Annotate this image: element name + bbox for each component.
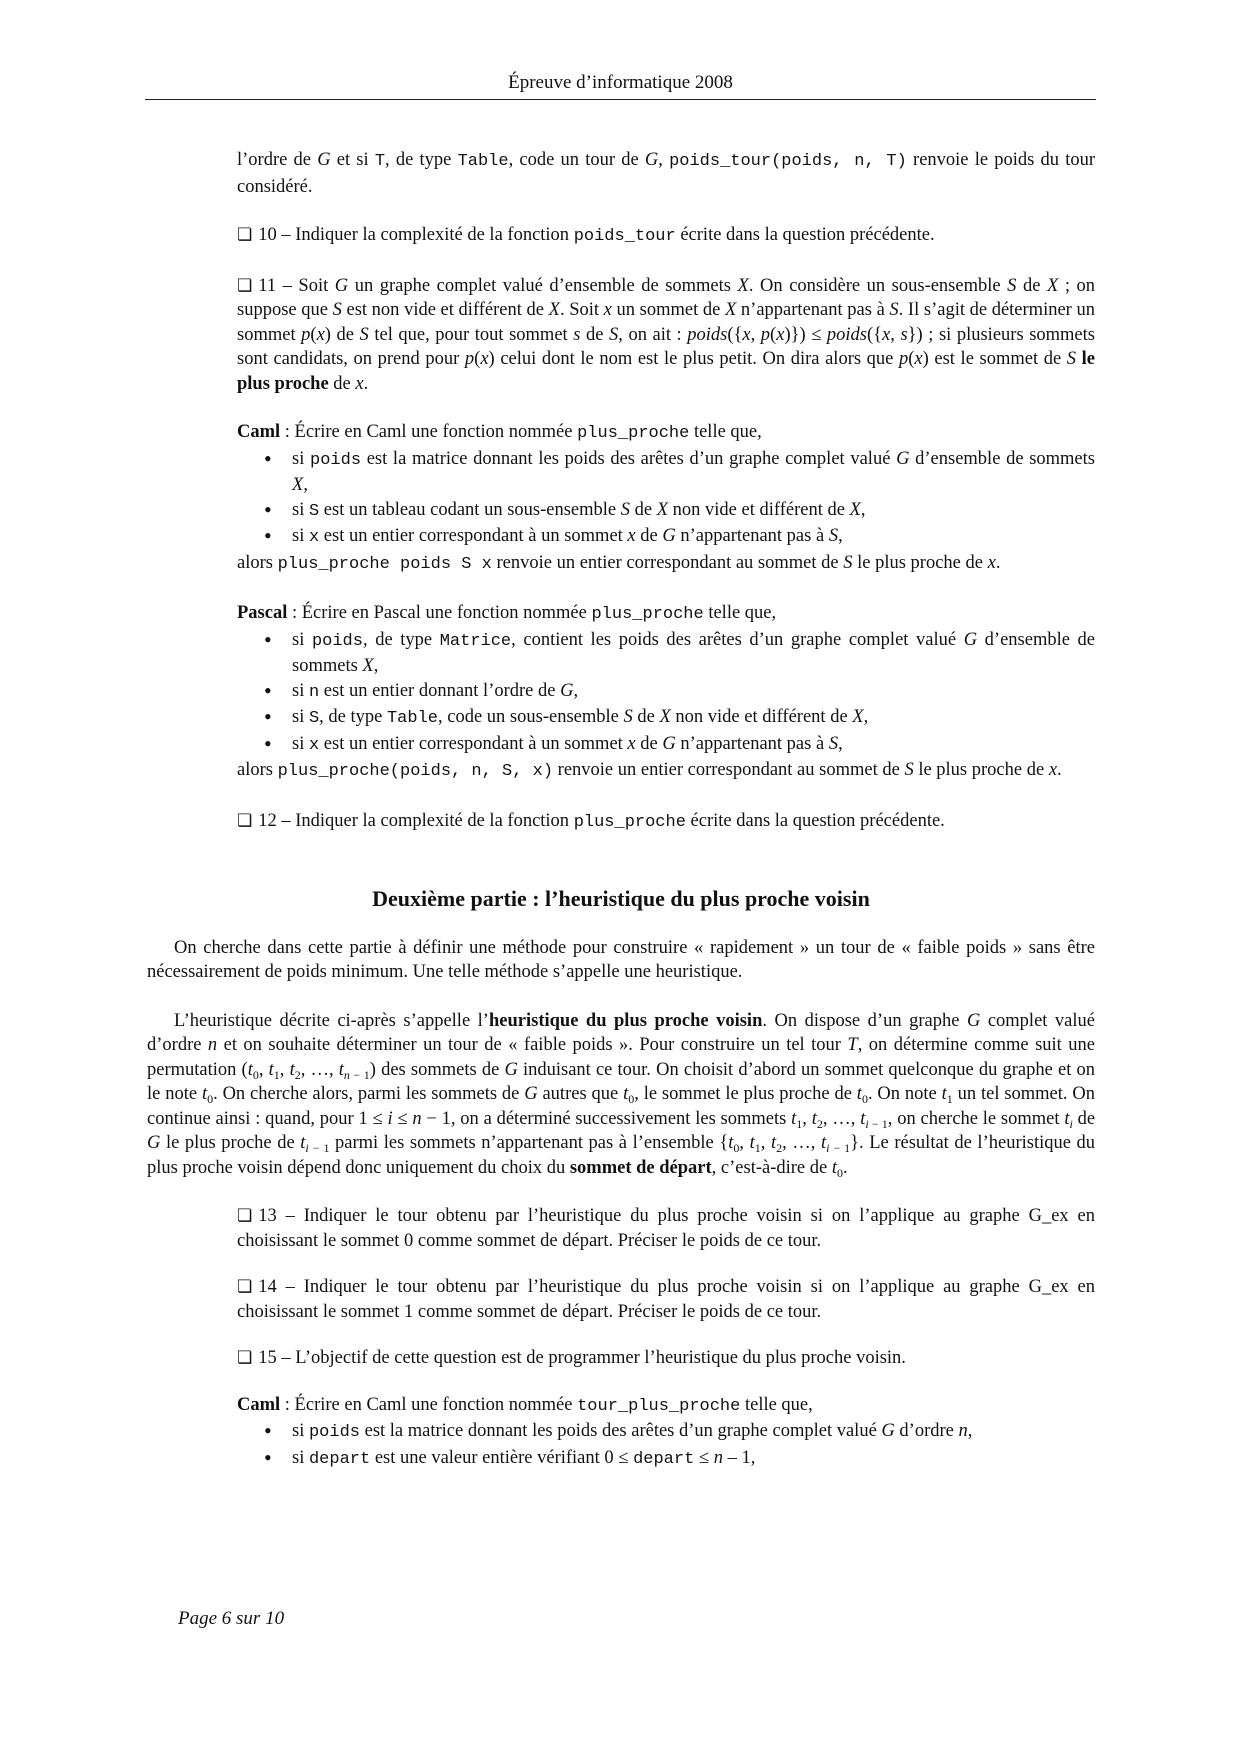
list-item: • si depart est une valeur entière vérifiant 0 ≤ depart ≤ n – 1, (237, 1446, 1095, 1473)
question-12: ❏ 12 – Indiquer la complexité de la fonction plus_proche écrite dans la question précédente. (237, 809, 1095, 836)
list-item: • si S, de type Table, code un sous-ensemble S de X non vide et différent de X, (237, 705, 1095, 732)
heuristic-paragraph: L’heuristique décrite ci-après s’appelle l’heuristique du plus proche voisin. On dispose d’un graphe G complet valué d’ordre n et on souhaite déterminer un tour de « faible poids ». Pour construire un tel tour T, on détermine comme suit une permutation ($t_0$, $t_1$, $t_2$, …, $t_{n - 1}$) des sommets de G induisant ce tour. On choisit d’abord un sommet quelconque du graphe et on le note $t_0$. On cherche alors, parmi les sommets de G autres que $t_0$, le sommet le plus proche de $t_0$. On note $t_1$ un tel sommet. On continue ainsi : quand, pour 1 ≤ i ≤ n − 1, on a déterminé successivement les sommets $t_1$, $t_2$, …, $t_{i - 1}$, on cherche le sommet $t_i$ de G le plus proche de $t_{i - 1}$ parmi les sommets n’appartenant pas à l’ensemble {$t_0$, $t_1$, $t_2$, …, $t_{i - 1}$}. Le résultat de l’heuristique du plus proche voisin dépend donc uniquement du choix du sommet de départ, c’est-à-dire de $t_0$. (147, 1010, 1096, 1180)
list-item: • si poids, de type Matrice, contient les poids des arêtes d’un graphe complet valué G d’ensemble de sommets X, (237, 628, 1095, 679)
page-header: Épreuve d’informatique 2008 (145, 72, 1096, 100)
list-item: • si x est un entier correspondant à un sommet x de G n’appartenant pas à S, (237, 524, 1095, 551)
question-15: ❏ 15 – L’objectif de cette question est de programmer l’heuristique du plus proche voisin. (237, 1346, 1095, 1371)
intro-paragraph: On cherche dans cette partie à définir une méthode pour construire « rapidement » un tour de « faible poids » sans être nécessairement de poids minimum. Une telle méthode s’appelle une heuristique. (147, 937, 1095, 982)
list-item: • si poids est la matrice donnant les poids des arêtes d’un graphe complet valué G d’ensemble de sommets X, (237, 447, 1095, 498)
section-title: Deuxième partie : l’heuristique du plus proche voisin (372, 886, 870, 911)
list-item: • si S est un tableau codant un sous-ensemble S de X non vide et différent de X, (237, 498, 1095, 525)
page-footer: Page 6 sur 10 (178, 1608, 285, 1629)
question-10: ❏ 10 – Indiquer la complexité de la fonction poids_tour écrite dans la question précédente. (237, 223, 1095, 250)
continued-paragraph: l’ordre de G et si T, de type Table, code un tour de G, poids_tour(poids, n, T) renvoie le poids du tour considéré. (237, 150, 1096, 197)
question-13: ❏ 13 – Indiquer le tour obtenu par l’heuristique du plus proche voisin si on l’applique au graphe G_ex en choisissant le sommet 0 comme sommet de départ. Préciser le poids de ce tour. (237, 1204, 1095, 1253)
page-content (147, 148, 1096, 1472)
list-item: • si n est un entier donnant l’ordre de G, (237, 679, 1095, 706)
question-14: ❏ 14 – Indiquer le tour obtenu par l’heuristique du plus proche voisin si on l’applique au graphe G_ex en choisissant le sommet 1 comme sommet de départ. Préciser le poids de ce tour. (237, 1275, 1095, 1324)
question-11: ❏ 11 – Soit G un graphe complet valué d’ensemble de sommets X. On considère un sous-ensemble S de X ; on suppose que S est non vide et différent de X. Soit x un sommet de X n’appartenant pas à S. Il s’agit de déterminer un sommet p(x) de S tel que, pour tout sommet s de S, on ait : poids({x, p(x)}) ≤ poids({x, s}) ; si plusieurs sommets sont candidats, on prend pour p(x) celui dont le nom est le plus petit. On dira alors que p(x) est le sommet de S le plus proche de x. (237, 274, 1095, 397)
caml-block-11: Caml : Écrire en Caml une fonction nommée plus_proche telle que, • si poids est la matrice donnant les poids des arêtes d’un graphe complet valué G d’ensemble de sommets X, • si S est un tableau codant un sous-ensemble S de X non vide et différent de X, • si x est un entier correspondant à un sommet x de G n’appartenant pas à S, alors plus_proche poids S x renvoie un entier correspondant au sommet de S le plus proche de x. (237, 420, 1095, 577)
pascal-block-11: Pascal : Écrire en Pascal une fonction nommée plus_proche telle que, • si poids, de type Matrice, contient les poids des arêtes d’un graphe complet valué G d’ensemble de sommets X, • si n est un entier donnant l’ordre de G, • si S, de type Table, code un sous-ensemble S de X non vide et différent de X, • si x est un entier correspondant à un sommet x de G n’appartenant pas à S, alors plus_proche(poids, n, S, x) renvoie un entier correspondant au sommet de S le plus proche de x. (237, 601, 1095, 785)
list-item: • si poids est la matrice donnant les poids des arêtes d’un graphe complet valué G d’ordre n, (237, 1419, 1095, 1446)
caml-block-15: Caml : Écrire en Caml une fonction nommée tour_plus_proche telle que, • si poids est la matrice donnant les poids des arêtes d’un graphe complet valué G d’ordre n, • si depart est une valeur entière vérifiant 0 ≤ depart ≤ n – 1, (237, 1393, 1095, 1473)
list-item: • si x est un entier correspondant à un sommet x de G n’appartenant pas à S, (237, 732, 1095, 759)
